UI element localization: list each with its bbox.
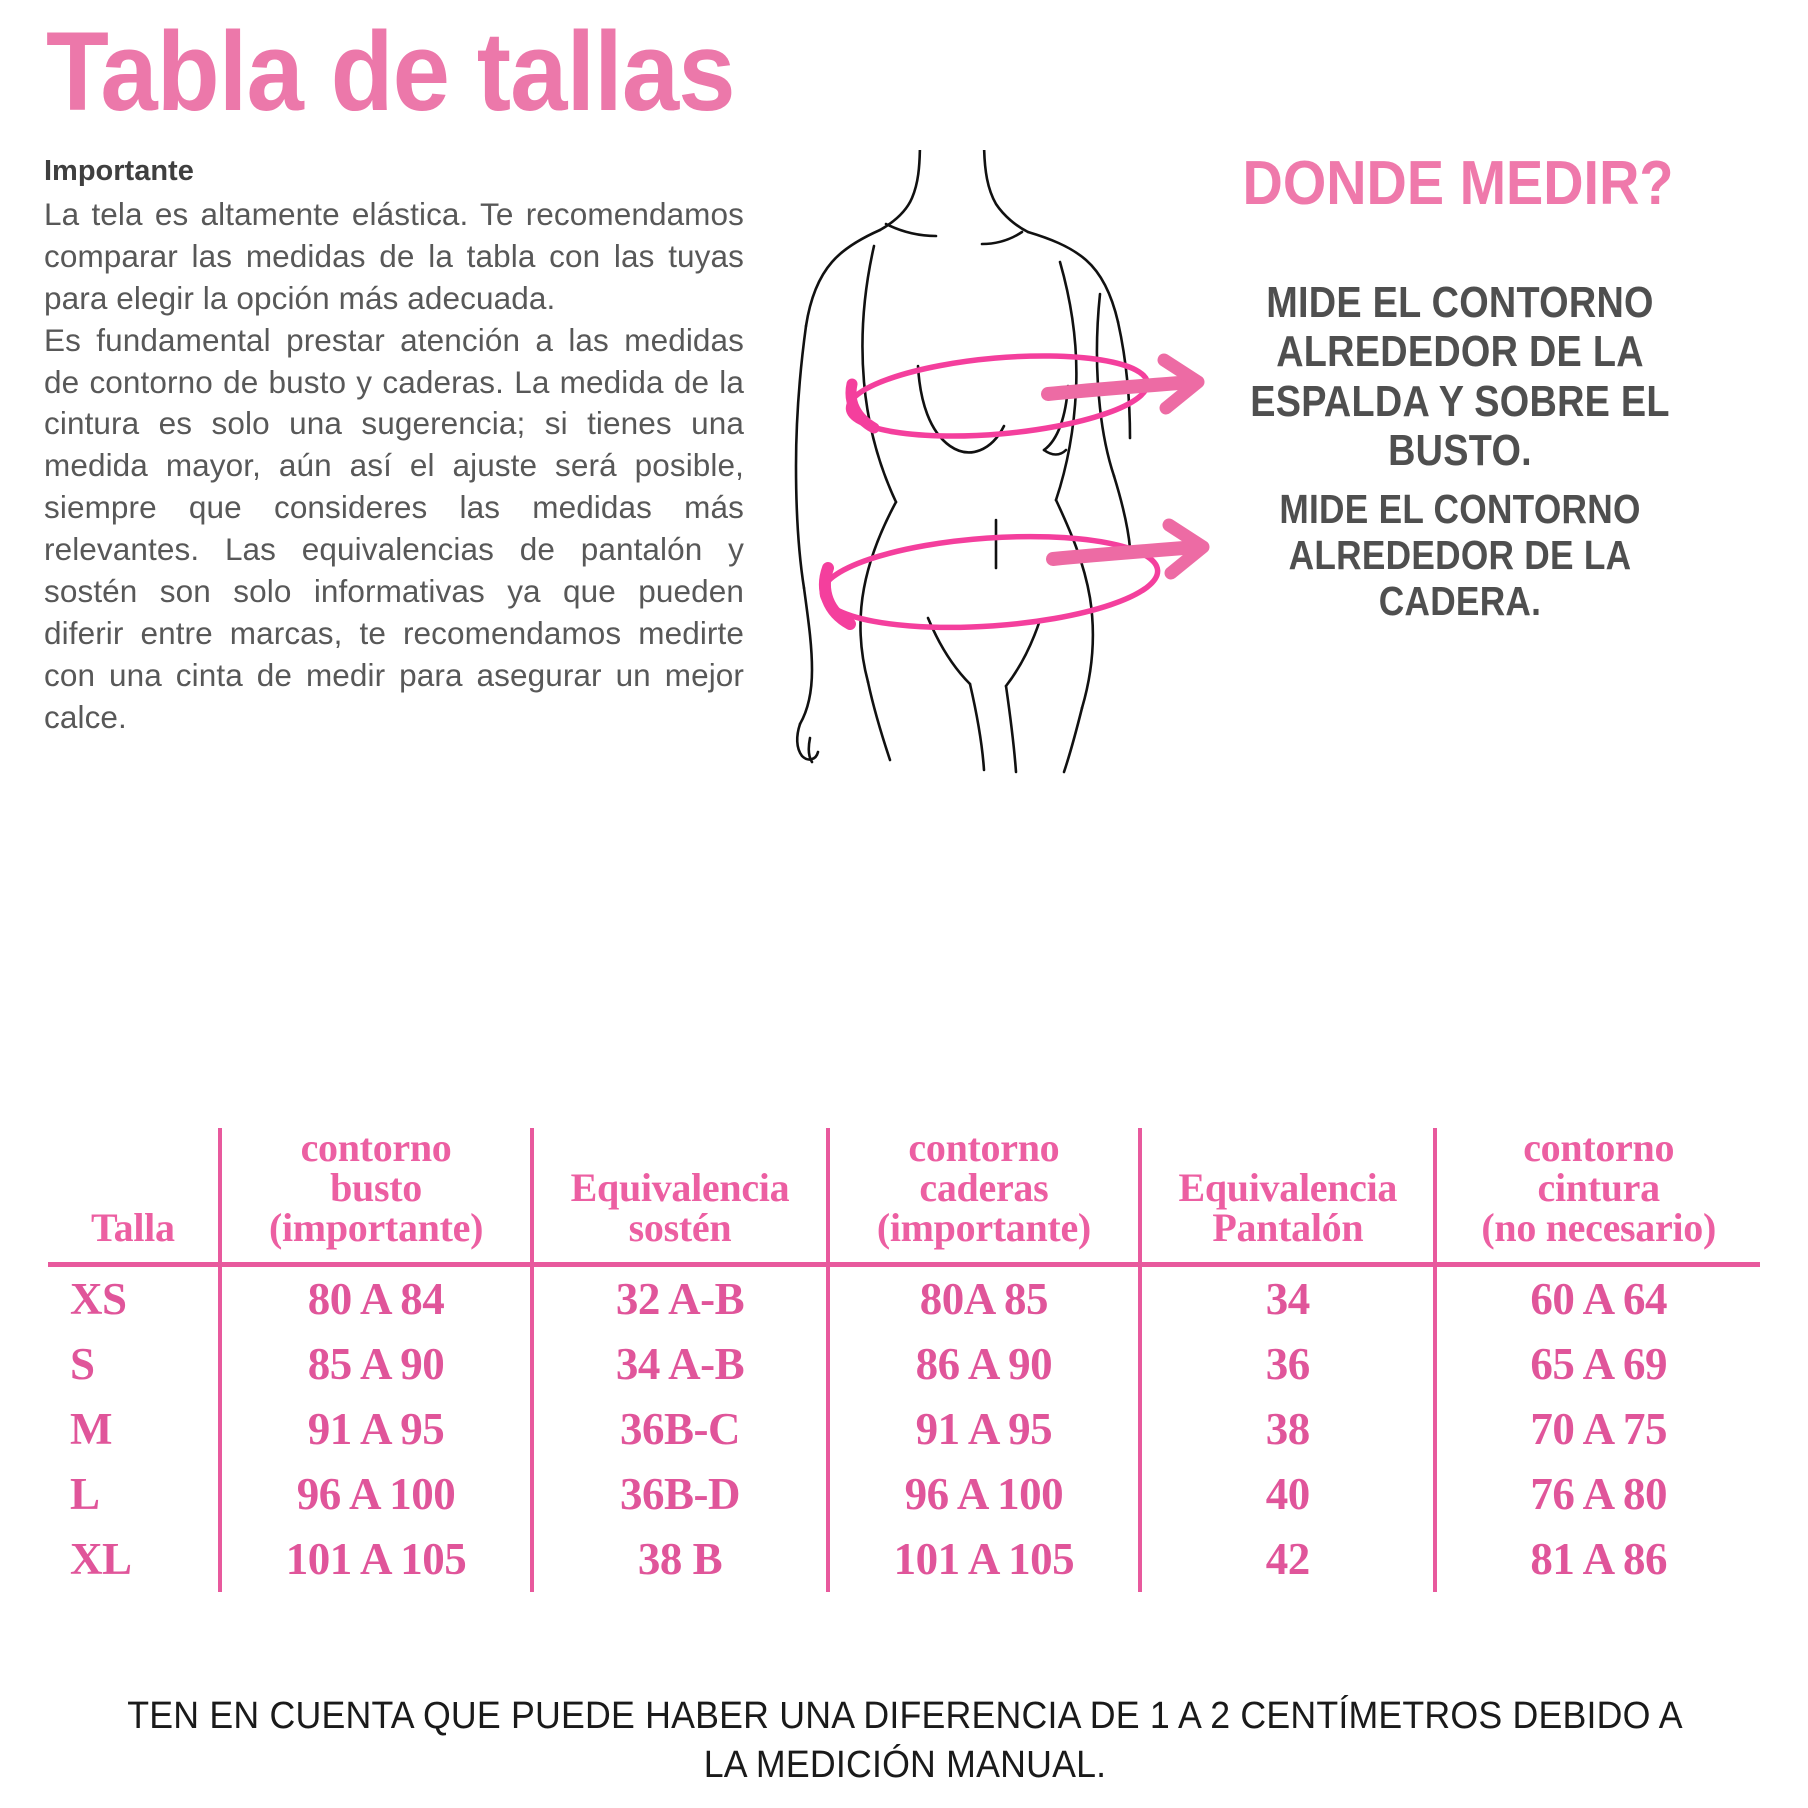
table-row (48, 1527, 1760, 1592)
bust-measure-instruction: MIDE EL CONTORNO ALREDEDOR DE LA ESPALDA Y SOBRE EL BUSTO. (1250, 278, 1670, 475)
important-label: Importante (44, 155, 194, 187)
intro-section (44, 155, 744, 739)
cell-sosten: 38 B (532, 1527, 827, 1592)
cell-pantalon: 38 (1140, 1397, 1435, 1462)
cell-busto: 91 A 95 (220, 1397, 533, 1462)
intro-paragraph-2: Es fundamental prestar atención a las medidas de contorno de busto y caderas. La medida de la cintura es solo una sugerencia; si tienes una medida mayor, aún así el ajuste será posible, siempre que consideres las medidas más relevantes. Las equivalencias de pantalón y sostén son solo informativas ya que pueden diferir entre marcas, te recomendamos medirte con una cinta de medir para asegurar un mejor calce. (44, 321, 744, 735)
table-header-row (48, 1128, 1760, 1265)
cell-talla: L (70, 1469, 100, 1519)
bust-arrow (1040, 350, 1230, 435)
cell-talla: S (70, 1339, 95, 1389)
cell-caderas: 80A 85 (828, 1265, 1141, 1333)
table-row (48, 1332, 1760, 1397)
cell-cintura: 76 A 80 (1435, 1462, 1760, 1527)
cell-pantalon: 42 (1140, 1527, 1435, 1592)
cell-cintura: 65 A 69 (1435, 1332, 1760, 1397)
cell-caderas: 96 A 100 (828, 1462, 1141, 1527)
body-illustration (770, 150, 1240, 790)
cell-talla: M (70, 1404, 112, 1454)
cell-cintura: 60 A 64 (1435, 1265, 1760, 1333)
donde-medir-heading: DONDE MEDIR? (1242, 149, 1674, 218)
cell-sosten: 36B-D (532, 1462, 827, 1527)
table-row (48, 1462, 1760, 1527)
cell-sosten: 32 A-B (532, 1265, 827, 1333)
cell-caderas: 86 A 90 (828, 1332, 1141, 1397)
cell-busto: 96 A 100 (220, 1462, 533, 1527)
cell-busto: 85 A 90 (220, 1332, 533, 1397)
header-contorno-cintura: contorno cintura (no necesario) (1435, 1128, 1760, 1265)
hip-arrow (1045, 515, 1235, 600)
cell-talla: XL (70, 1534, 132, 1584)
header-equivalencia-sosten: Equivalencia sostén (532, 1128, 827, 1265)
size-table (48, 1125, 1760, 1592)
cell-pantalon: 36 (1140, 1332, 1435, 1397)
header-equivalencia-pantalon: Equivalencia Pantalón (1140, 1128, 1435, 1265)
cell-cintura: 81 A 86 (1435, 1527, 1760, 1592)
cell-caderas: 101 A 105 (828, 1527, 1141, 1592)
intro-paragraph-1: La tela es altamente elástica. Te recomendamos comparar las medidas de la tabla con las tuyas para elegir la opción más adecuada. (44, 196, 744, 316)
cell-sosten: 36B-C (532, 1397, 827, 1462)
header-contorno-busto: contorno busto (importante) (220, 1128, 533, 1265)
manual-measurement-disclaimer: TEN EN CUENTA QUE PUEDE HABER UNA DIFERENCIA DE 1 A 2 CENTÍMETROS DEBIDO A LA MEDICIÓN MANUAL. (127, 1695, 1683, 1787)
cell-pantalon: 40 (1140, 1462, 1435, 1527)
cell-sosten: 34 A-B (532, 1332, 827, 1397)
cell-caderas: 91 A 95 (828, 1397, 1141, 1462)
cell-cintura: 70 A 75 (1435, 1397, 1760, 1462)
cell-talla: XS (70, 1274, 127, 1324)
hip-measure-instruction: MIDE EL CONTORNO ALREDEDOR DE LA CADERA. (1279, 486, 1641, 624)
header-talla: Talla (48, 1128, 220, 1265)
table-body (48, 1265, 1760, 1593)
female-torso-line-art (770, 150, 1240, 790)
cell-busto: 80 A 84 (220, 1265, 533, 1333)
cell-busto: 101 A 105 (220, 1527, 533, 1592)
table-row (48, 1397, 1760, 1462)
table-row (48, 1265, 1760, 1333)
page-title: Tabla de tallas (46, 9, 735, 134)
header-contorno-caderas: contorno caderas (importante) (828, 1128, 1141, 1265)
cell-pantalon: 34 (1140, 1265, 1435, 1333)
